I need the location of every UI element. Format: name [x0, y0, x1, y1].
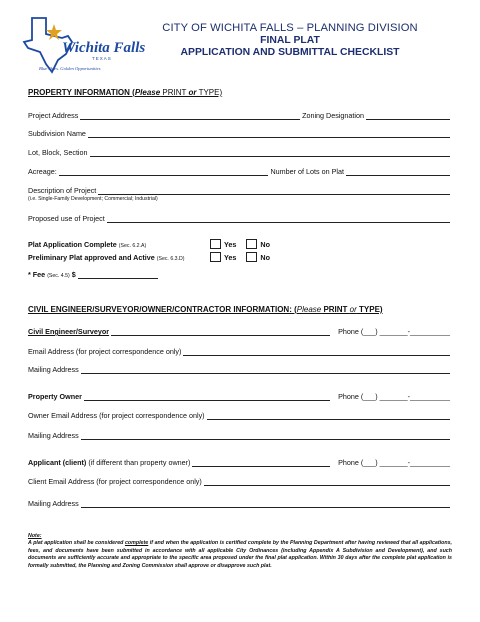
plat-complete-ref: (Sec. 6.2.A)	[118, 243, 147, 249]
description-label: Description of Project	[28, 186, 97, 195]
owner-phone[interactable]: Phone (___) _______-__________	[338, 392, 450, 401]
fee-row	[28, 268, 452, 279]
prelim-plat-ref: (Sec. 6.3.D)	[156, 256, 185, 262]
owner-mailing-label: Mailing Address	[28, 431, 79, 440]
engineer-row	[28, 325, 452, 336]
owner-mailing-field[interactable]	[81, 432, 450, 440]
contacts-section-heading	[28, 305, 383, 314]
project-address-label: Project Address	[28, 111, 79, 120]
fee-label: * Fee	[28, 270, 46, 279]
plat-complete-label	[28, 240, 206, 249]
client-email-field[interactable]	[204, 478, 450, 486]
owner-email-label: Owner Email Address (for project correspondence only)	[28, 411, 205, 420]
applicant-label: Applicant (client)	[28, 458, 87, 467]
heading-part: Please	[296, 305, 322, 314]
num-lots-label: Number of Lots on Plat	[270, 167, 344, 176]
no-label: No	[260, 240, 270, 249]
engineer-email-row	[28, 345, 452, 356]
prelim-plat-row	[28, 251, 452, 262]
title-block	[120, 22, 460, 58]
engineer-label: Civil Engineer/Surveyor	[28, 327, 110, 336]
plat-complete-row	[28, 238, 452, 249]
note-heading: Note:	[28, 533, 42, 539]
plat-complete-yes-checkbox[interactable]	[210, 239, 221, 249]
project-address-field[interactable]	[80, 112, 300, 120]
logo-state: TEXAS	[92, 56, 112, 61]
proposed-use-field[interactable]	[107, 215, 450, 223]
owner-email-field[interactable]	[207, 412, 450, 420]
heading-part: or	[349, 305, 357, 314]
heading-part: CIVIL ENGINEER/SURVEYOR/OWNER/CONTRACTOR INFORMATION: (	[28, 305, 297, 314]
prelim-plat-label	[28, 253, 206, 262]
note-text	[28, 540, 452, 570]
description-hint: (i.e. Single-Family Development; Commercial; Industrial)	[28, 196, 158, 202]
heading-part: Please	[134, 88, 161, 97]
note-text-part: if and when the application is certified complete by the Planning Department after having reviewed that all applications, fees, and documents have been submitted in accordance with all applicable City Ordinances (including Appendix A Subdivision and Development), and such documents are sufficiently accurate and appropriate to the specific area proposed under the final plat application. Within 30 days after the complete plat application is formally submitted, the Planning and Zoning Commission shall approve or disapprove such plat.	[28, 540, 452, 569]
heading-part: PRINT	[321, 305, 350, 314]
acreage-row	[28, 165, 452, 176]
note-block	[28, 533, 452, 570]
client-email-label: Client Email Address (for project correspondence only)	[28, 477, 202, 486]
client-email-row	[28, 475, 452, 486]
applicant-mailing-field[interactable]	[81, 500, 450, 508]
proposed-use-label: Proposed use of Project	[28, 214, 105, 223]
plat-complete-no-checkbox[interactable]	[246, 239, 257, 249]
applicant-row	[28, 456, 452, 467]
yes-label: Yes	[224, 240, 237, 249]
applicant-mailing-row	[28, 497, 452, 508]
owner-field[interactable]	[84, 393, 330, 401]
fee-field[interactable]	[78, 271, 158, 279]
applicant-note: (if different than property owner)	[88, 458, 191, 467]
acreage-label: Acreage:	[28, 167, 57, 176]
engineer-mailing-field[interactable]	[81, 366, 450, 374]
lot-block-field[interactable]	[90, 149, 450, 157]
lot-block-row	[28, 146, 452, 157]
engineer-email-label: Email Address (for project correspondence only)	[28, 347, 182, 356]
heading-part: PRINT	[160, 88, 189, 97]
owner-mailing-row	[28, 429, 452, 440]
heading-part: TYPE)	[196, 88, 223, 97]
num-lots-field[interactable]	[346, 168, 450, 176]
no-label: No	[260, 253, 270, 262]
engineer-mailing-row	[28, 363, 452, 374]
note-text-part: complete	[124, 540, 149, 547]
project-address-row	[28, 109, 452, 120]
page-subtitle: FINAL PLAT	[260, 35, 320, 46]
owner-email-row	[28, 409, 452, 420]
lot-block-label: Lot, Block, Section	[28, 148, 88, 157]
prelim-plat-yes-checkbox[interactable]	[210, 252, 221, 262]
fee-ref: (Sec. 4.5)	[47, 273, 70, 279]
prelim-plat-text: Preliminary Plat approved and Active	[28, 253, 155, 262]
subdivision-label: Subdivision Name	[28, 129, 86, 138]
plat-complete-text: Plat Application Complete	[28, 240, 117, 249]
acreage-field[interactable]	[59, 168, 269, 176]
page-subtitle-2: APPLICATION AND SUBMITTAL CHECKLIST	[180, 47, 400, 58]
engineer-phone[interactable]: Phone (___) _______-__________	[338, 327, 450, 336]
subdivision-field[interactable]	[88, 130, 450, 138]
heading-part: or	[188, 88, 197, 97]
prelim-plat-no-checkbox[interactable]	[246, 252, 257, 262]
owner-label: Property Owner	[28, 392, 82, 401]
zoning-label: Zoning Designation	[302, 111, 364, 120]
property-section-heading	[28, 88, 222, 97]
applicant-field[interactable]	[192, 459, 330, 467]
city-logo	[22, 12, 146, 80]
description-row	[28, 184, 452, 195]
logo-wordmark: Wichita Falls	[62, 40, 146, 56]
page-title: CITY OF WICHITA FALLS – PLANNING DIVISION	[162, 22, 418, 34]
zoning-field[interactable]	[366, 112, 450, 120]
fee-dollar: $	[71, 270, 76, 279]
description-field[interactable]	[98, 187, 450, 195]
applicant-phone[interactable]: Phone (___) _______-__________	[338, 458, 450, 467]
engineer-mailing-label: Mailing Address	[28, 365, 79, 374]
heading-part: PROPERTY INFORMATION (	[28, 88, 135, 97]
applicant-mailing-label: Mailing Address	[28, 499, 79, 508]
heading-part: TYPE)	[356, 305, 383, 314]
subdivision-row	[28, 127, 452, 138]
yes-label: Yes	[224, 253, 237, 262]
proposed-use-row	[28, 212, 452, 223]
engineer-email-field[interactable]	[183, 348, 450, 356]
logo-tagline: Blue Skies. Golden Opportunities	[39, 66, 101, 71]
engineer-field[interactable]	[111, 328, 330, 336]
owner-row	[28, 390, 452, 401]
note-text-part: A plat application shall be considered	[28, 540, 125, 547]
